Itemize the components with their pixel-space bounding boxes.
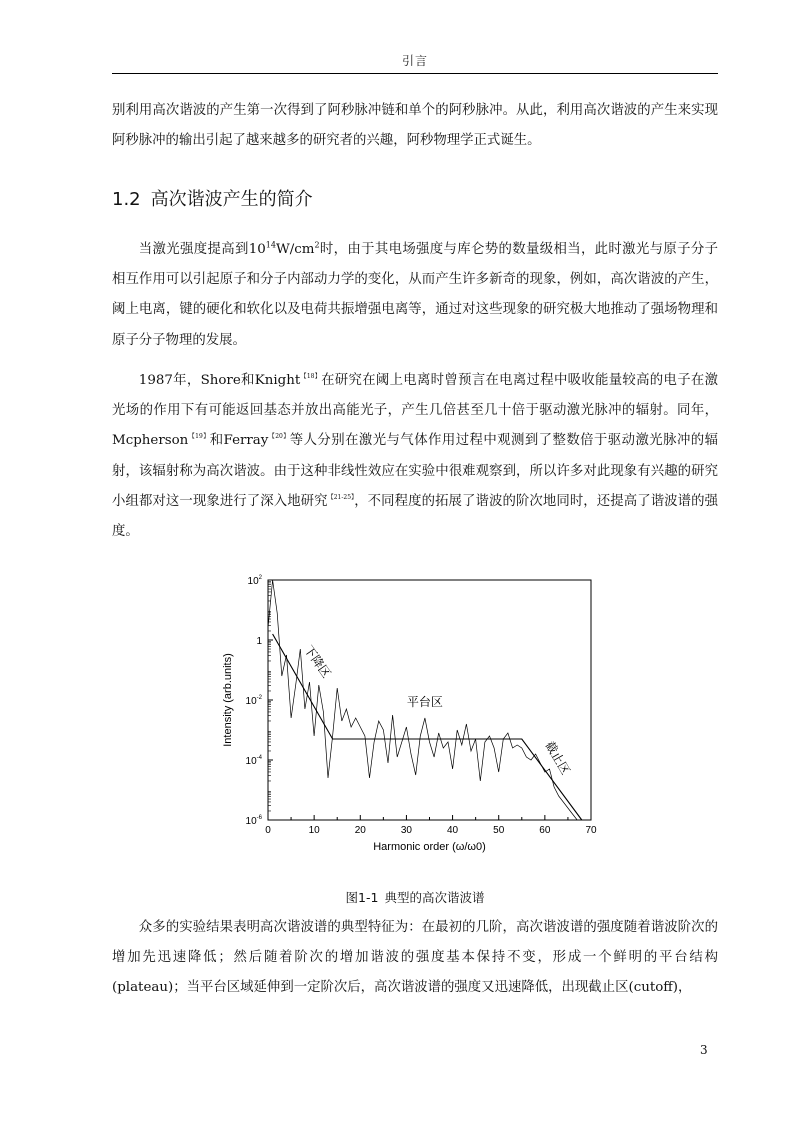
x-tick-label: 40 [447, 825, 459, 836]
section-number: 1.2 [112, 189, 141, 210]
citation: 【19】 [188, 433, 210, 441]
citation: 【21-25】 [327, 493, 355, 501]
region-annotation: 下降区 [301, 642, 334, 681]
header-rule [112, 73, 718, 74]
text-run: W/cm [275, 242, 315, 257]
x-tick-label: 10 [308, 825, 320, 836]
text-run: 时，由于其电场强度与库仑势的数量级相当，此时激光与原子分子相互作用可以引起原子和分子内部动力学的变化，从而产生许多新奇的现象，例如，高次谐波的产生，阈上电离，键的硬化和软化以及电荷共振增强电离等，通过对这些现象的研究极大地推动了强场物理和原子分子物理的发展。 [112, 242, 718, 348]
x-tick-label: 70 [585, 825, 597, 836]
text-run: 在研究在阈上电离时曾预言在电离过程中吸收能量较高的电子在激光场的作用下有可能返回基态并放出高能光子，产生几倍甚至几十倍于驱动激光脉冲的辐射。同年，Mcpherson [112, 373, 718, 449]
section-title: 高次谐波产生的简介 [150, 189, 313, 210]
paragraph-features: 众多的实验结果表明高次谐波谱的典型特征为：在最初的几阶，高次谐波谱的强度随着谐波阶次的增加先迅速降低；然后随着阶次的增加谐波的强度基本保持不变，形成一个鲜明的平台结构(plateau)；当平台区域延伸到一定阶次后，高次谐波谱的强度又迅速降低，出现截止区(cutoff)， [112, 920, 718, 996]
y-tick-label: $10^{-2}$ [245, 695, 262, 707]
x-axis-label: Harmonic order (ω/ω0) [373, 841, 486, 853]
text-run: 和Ferray [209, 433, 269, 449]
y-tick-label: $10^{-4}$ [245, 755, 262, 767]
page-number: 3 [700, 1043, 708, 1057]
running-header: 引言 [401, 54, 428, 68]
citation: 【18】 [300, 373, 322, 380]
figure-caption-text: 典型的高次谐波谱 [384, 890, 485, 905]
x-tick-label: 30 [400, 825, 412, 836]
y-tick-label: $10^2$ [247, 575, 262, 587]
paragraph-intensity [112, 235, 718, 356]
paragraph-continuation: 别利用高次谐波的产生第一次得到了阿秒脉冲链和单个的阿秒脉冲。从此，利用高次谐波的产生来实现阿秒脉冲的输出引起了越来越多的研究者的兴趣，阿秒物理学正式诞生。 [112, 103, 718, 149]
text-run: 1987年，Shore和Knight [138, 373, 301, 388]
section-heading [112, 185, 313, 211]
figure-label: 图1-1 [345, 890, 379, 905]
region-annotation: 截止区 [542, 738, 573, 778]
x-tick-label: 60 [539, 825, 551, 836]
citation: 【20】 [268, 433, 290, 441]
figure-caption [112, 888, 718, 906]
text-run: 当激光强度提高到10 [138, 242, 266, 257]
hhg-chart [215, 565, 600, 865]
y-tick-label: $10^{-6}$ [245, 815, 262, 827]
x-tick-label: 0 [265, 825, 271, 836]
region-annotation: 平台区 [406, 695, 443, 709]
x-tick-label: 20 [354, 825, 366, 836]
superscript: 2 [314, 240, 320, 250]
superscript: 14 [265, 240, 276, 250]
x-tick-label: 50 [493, 825, 505, 836]
y-tick-label: 1 [256, 636, 262, 647]
paragraph-history [112, 366, 718, 547]
text-run: 等人分别在激光与气体作用过程中观测到了整数倍于驱动激光脉冲的辐射，该辐射称为高次谐波。由于这种非线性效应在实验中很难观察到，所以许多对此现象有兴趣的研究小组都对这一现象进行了深入地研究 [112, 433, 718, 509]
text-run: ，不同程度的拓展了谐波的阶次地同时，还提高了谐波谱的强度。 [112, 493, 718, 540]
figure-hhg-spectrum [215, 565, 600, 865]
y-axis-label: Intensity (arb.units) [222, 653, 234, 747]
